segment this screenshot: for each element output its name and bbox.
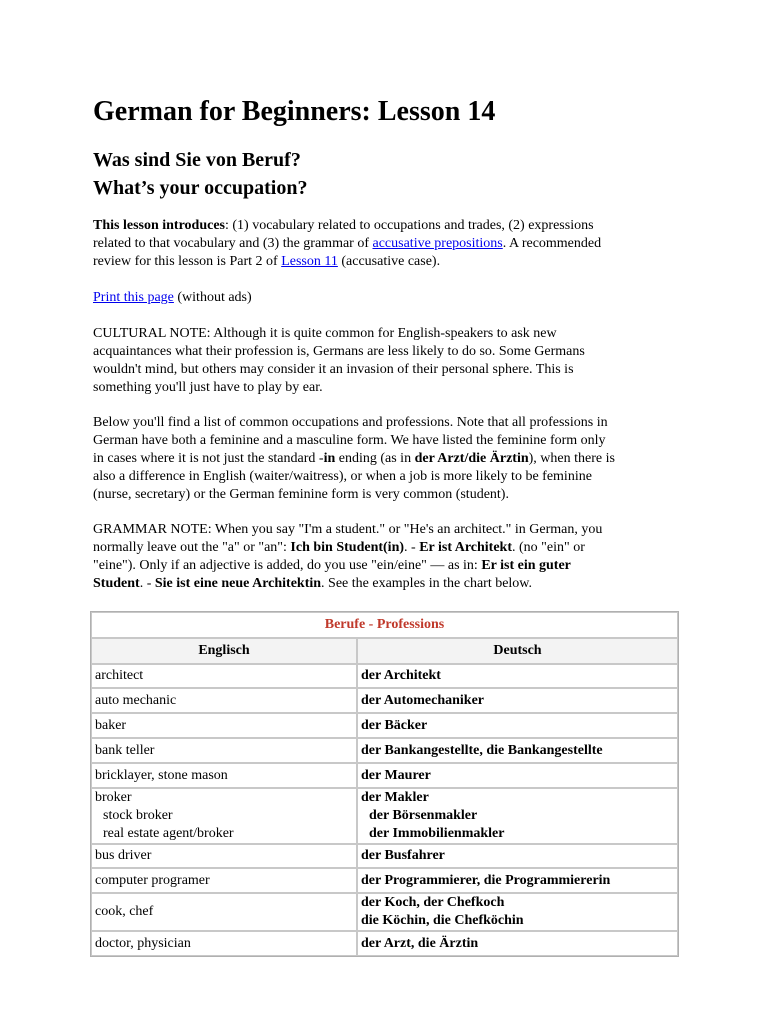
table-row (91, 868, 678, 893)
english-term-cell (91, 788, 357, 844)
table-row (91, 931, 678, 956)
lesson-subtitle (93, 146, 307, 202)
german-term: der Maurer (361, 767, 431, 783)
english-term: bricklayer, stone mason (95, 767, 228, 783)
table-row (91, 763, 678, 788)
english-term: architect (95, 668, 144, 683)
german-term: der Makler (361, 790, 429, 805)
german-term: der Immobilienmakler (369, 826, 505, 841)
english-term-cell (91, 763, 357, 788)
german-term: der Börsenmakler (369, 808, 478, 823)
english-term: bus driver (95, 848, 152, 863)
german-term: der Programmierer, die Programmiererin (361, 872, 611, 888)
english-term-cell (91, 664, 357, 688)
professions-rows (91, 664, 678, 956)
grammar-note: GRAMMAR NOTE: When you say "I'm a student." or "He's an architect." in German, you normally leave out the "a" or "an": Ich bin Student(in). - Er ist Architekt. (no "ein" or "eine"). Only if an adjective is added, do you use "ein/eine" — as in: Er ist ein guter Student. - Sie ist eine neue Architektin. See the examples in the chart below. (93, 522, 603, 591)
table-row (91, 713, 678, 738)
subtitle-english: What’s your occupation? (93, 177, 308, 199)
german-term-cell (357, 844, 678, 868)
table-caption-row (91, 612, 678, 638)
english-term-cell (91, 931, 357, 956)
english-term: stock broker (103, 808, 173, 823)
table-row (91, 844, 678, 868)
german-term-cell (357, 713, 678, 738)
intro-paragraph: This lesson introduces: (1) vocabulary related to occupations and trades, (2) expressions related to that vocabulary and (3) the grammar of accusative prepositions. A recommended review for this lesson is Part 2 of Lesson 11 (accusative case). (93, 218, 602, 269)
subtitle-german: Was sind Sie von Beruf? (93, 149, 301, 171)
english-term: baker (95, 717, 127, 733)
german-term-cell (357, 893, 678, 931)
english-term-cell (91, 844, 357, 868)
german-term-cell (357, 763, 678, 788)
table-caption: Berufe - Professions (91, 612, 678, 638)
page-title: German for Beginners: Lesson 14 (93, 96, 496, 127)
german-term: der Bankangestellte, die Bankangestellte (361, 742, 603, 758)
german-term-cell (357, 868, 678, 893)
english-term: cook, chef (95, 904, 154, 919)
english-term-cell (91, 688, 357, 713)
german-term: der Bäcker (361, 717, 428, 733)
print-paragraph: Print this page (without ads) (93, 290, 252, 305)
table-row (91, 893, 678, 931)
english-term-cell (91, 893, 357, 931)
professions-table (90, 611, 679, 957)
english-term: doctor, physician (95, 935, 191, 951)
table-row (91, 688, 678, 713)
german-term-cell (357, 738, 678, 763)
column-header-english: Englisch (91, 638, 357, 664)
english-term-cell (91, 868, 357, 893)
german-term: die Köchin, die Chefköchin (361, 913, 524, 928)
intro-lead: This lesson introduces (93, 218, 225, 233)
english-term: broker (95, 790, 132, 805)
print-page-link[interactable]: Print this page (93, 290, 174, 305)
german-term-cell (357, 788, 678, 844)
german-term-cell (357, 664, 678, 688)
german-term: der Arzt, die Ärztin (361, 935, 479, 951)
english-term: auto mechanic (95, 692, 177, 708)
table-row (91, 788, 678, 844)
english-term-cell (91, 713, 357, 738)
column-header-german: Deutsch (357, 638, 678, 664)
german-term: der Koch, der Chefkoch (361, 895, 505, 910)
accusative-prepositions-link[interactable]: accusative prepositions (372, 236, 503, 251)
cultural-note: CULTURAL NOTE: Although it is quite common for English-speakers to ask new acquaintances what their profession is, Germans are less likely to do so. Some Germans wouldn't mind, but others may consider it an invasion of their personal sphere. This is something you'll just have to play by ear. (93, 326, 585, 395)
professions-intro: Below you'll find a list of common occupations and professions. Note that all professions in German have both a feminine and a masculine form. We have listed the feminine form only in cases where it is not just the standard -in ending (as in der Arzt/die Ärztin), when there is also a difference in English (waiter/waitress), or when a job is more likely to be feminine (nurse, secretary) or the German feminine form is very common (student). (93, 415, 615, 502)
english-term-cell (91, 738, 357, 763)
table-header-row (91, 638, 678, 664)
german-term-cell (357, 931, 678, 956)
english-term: computer programer (95, 872, 210, 888)
table-row (91, 738, 678, 763)
english-term: bank teller (95, 742, 155, 758)
german-term: der Architekt (361, 668, 441, 683)
english-term: real estate agent/broker (103, 826, 234, 841)
german-term: der Automechaniker (361, 692, 485, 708)
lesson-11-link[interactable]: Lesson 11 (281, 254, 338, 269)
german-term-cell (357, 688, 678, 713)
german-term: der Busfahrer (361, 848, 445, 863)
table-row (91, 664, 678, 688)
